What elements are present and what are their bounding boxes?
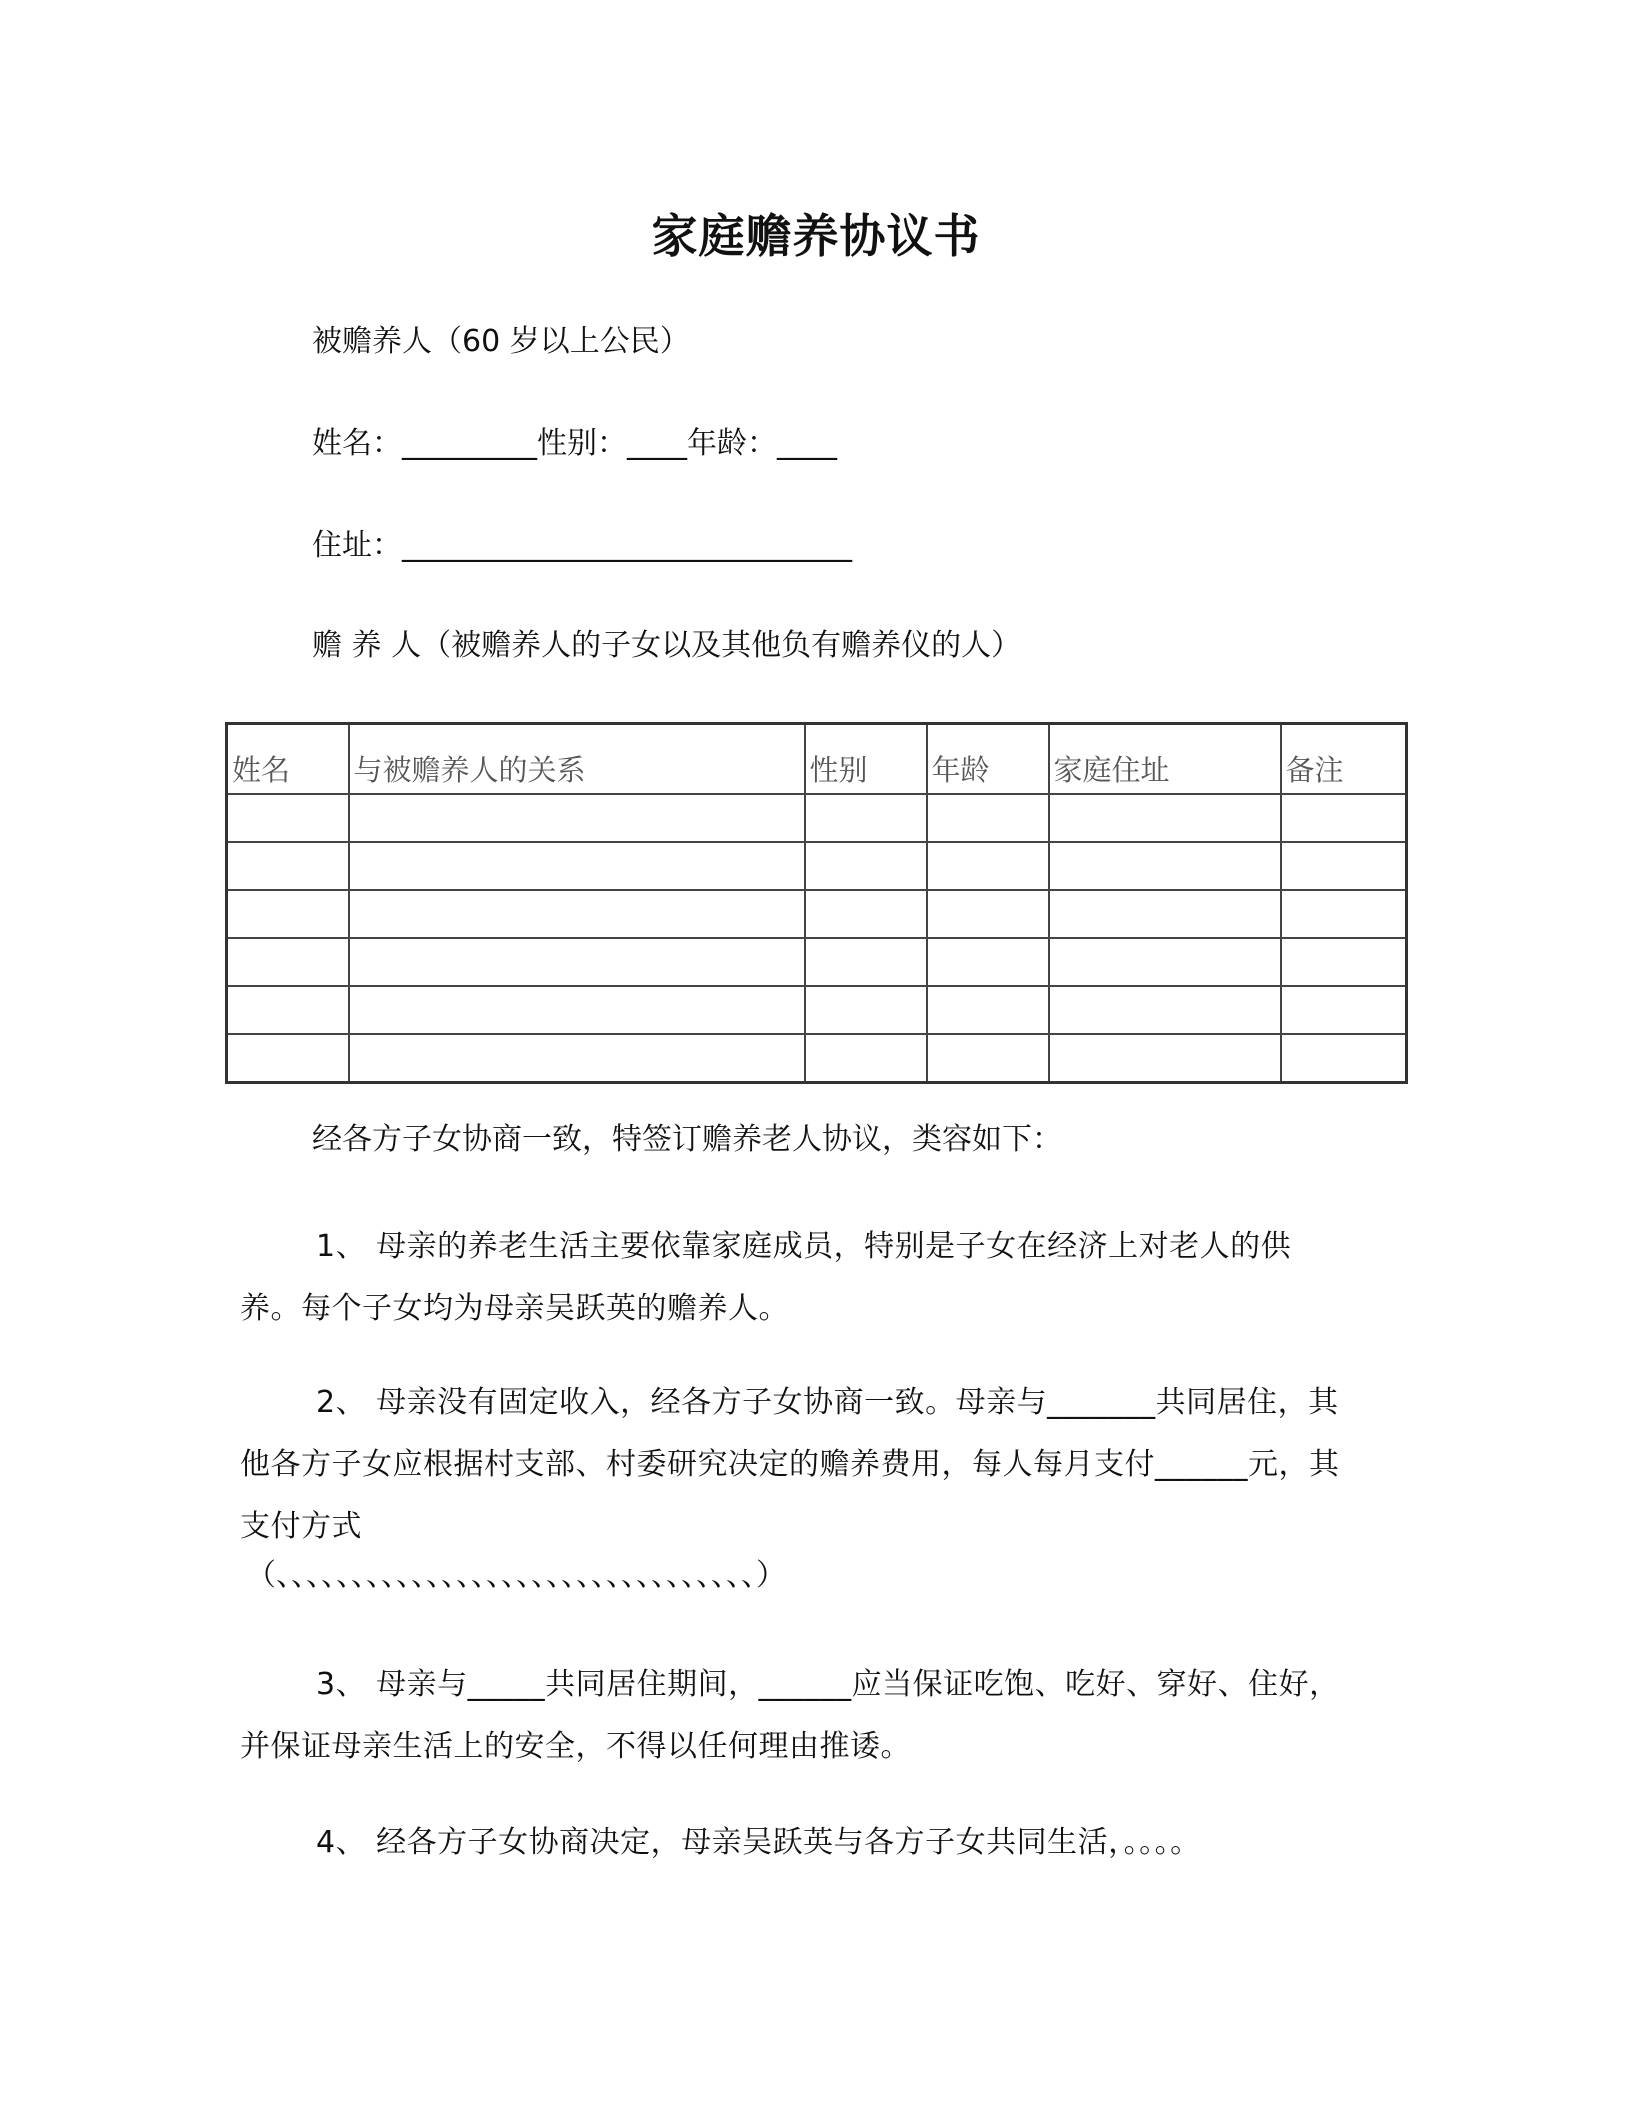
table-cell [227,1034,349,1083]
table-cell [805,986,927,1034]
payment-method-blank: （、、、、、、、、、、、、、、、、、、、、、、、、、、、、、、、、） [246,1558,786,1593]
supporters-table [225,722,1408,1084]
table-cell [1281,938,1407,986]
column-header-relationship: 与被赡养人的关系 [349,724,805,795]
supported-person-heading: 被赡养人（60 岁以上公民） [312,324,690,359]
agreement-intro: 经各方子女协商一致，特签订赡养老人协议，类容如下： [312,1122,1062,1157]
document-title: 家庭赡养协议书 [651,209,981,263]
table-cell [1049,1034,1281,1083]
table-cell [927,938,1049,986]
clause-3: 3、 母亲与_____共同居住期间，______应当保证吃饱、吃好、穿好、住好，并保证母亲生活上的安全，不得以任何理由推诿。 [240,1667,1340,1764]
table-cell [227,842,349,890]
table-row [227,986,1407,1034]
table-cell [349,842,805,890]
table-cell [227,890,349,938]
table-cell [805,938,927,986]
column-header-remarks: 备注 [1281,724,1407,795]
table-cell [1049,938,1281,986]
table-cell [1281,842,1407,890]
table-cell [927,842,1049,890]
clause-2: 2、 母亲没有固定收入，经各方子女协商一致。母亲与_______共同居住，其他各方子女应根据村支部、村委研究决定的赡养费用，每人每月支付______元，其支付方式 [240,1385,1340,1544]
table-row [227,842,1407,890]
table-cell [1281,1034,1407,1083]
column-header-gender: 性别 [805,724,927,795]
table-cell [927,986,1049,1034]
table-row [227,794,1407,842]
table-cell [805,842,927,890]
table-cell [349,890,805,938]
table-header-row [227,724,1407,795]
table-cell [805,890,927,938]
supporters-heading: 赡 养 人（被赡养人的子女以及其他负有赡养仪的人） [312,628,1022,663]
table-cell [1281,890,1407,938]
clause-4: 4、 经各方子女协商决定，母亲吴跃英与各方子女共同生活，。。。。 [316,1825,1201,1860]
table-cell [805,794,927,842]
column-header-age: 年龄 [927,724,1049,795]
table-cell [349,1034,805,1083]
clause-1: 1、 母亲的养老生活主要依靠家庭成员，特别是子女在经济上对老人的供养。每个子女均为母亲吴跃英的赡养人。 [240,1229,1292,1326]
table-cell [927,794,1049,842]
table-row [227,1034,1407,1083]
supported-person-address-line: 住址：______________________________ [312,528,852,563]
supported-person-info-line: 姓名：_________性别：____年龄：____ [312,426,837,461]
table-cell [349,794,805,842]
table-cell [227,986,349,1034]
table-cell [349,938,805,986]
table-cell [1049,794,1281,842]
table-cell [227,938,349,986]
table-cell [227,794,349,842]
table-row [227,890,1407,938]
table-cell [927,890,1049,938]
table-cell [1049,986,1281,1034]
table-cell [1049,842,1281,890]
table-cell [1281,794,1407,842]
column-header-home-address: 家庭住址 [1049,724,1281,795]
column-header-name: 姓名 [227,724,349,795]
table-cell [1281,986,1407,1034]
table-cell [805,1034,927,1083]
supporters-table-container [225,722,1405,1084]
table-cell [349,986,805,1034]
table-cell [927,1034,1049,1083]
table-row [227,938,1407,986]
table-cell [1049,890,1281,938]
